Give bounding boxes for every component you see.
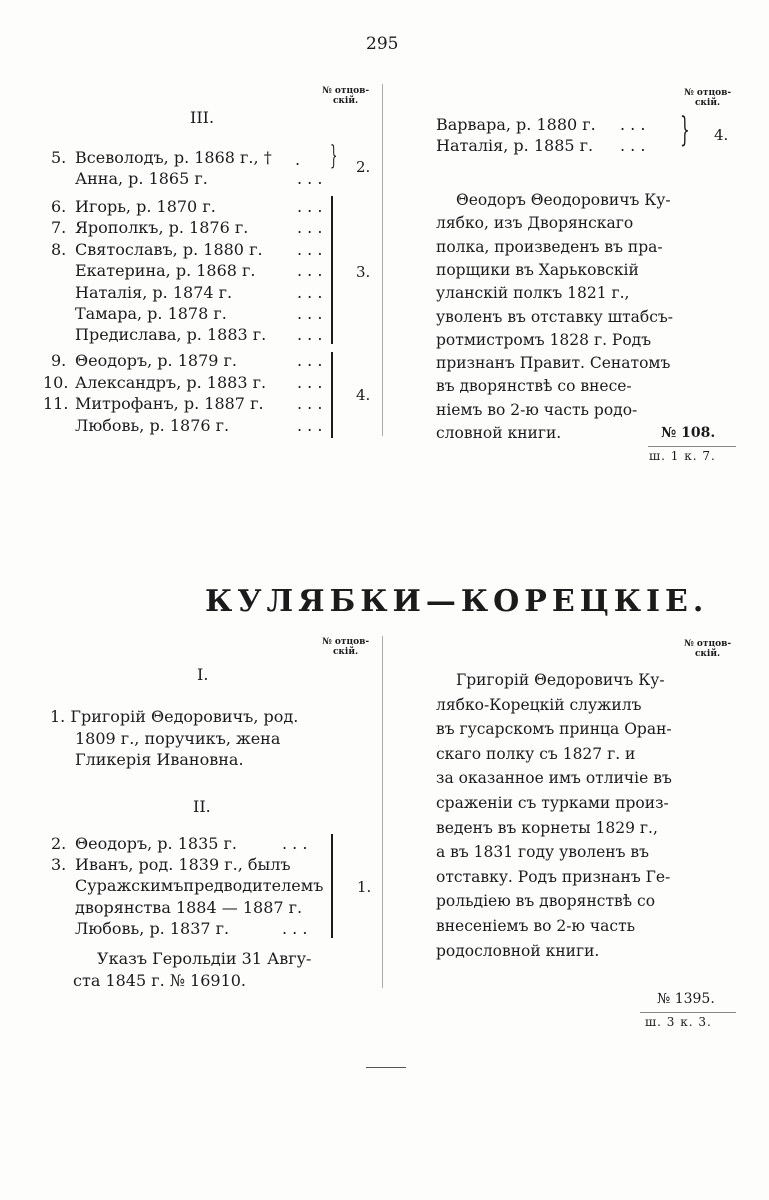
entry: Екатерина, р. 1868 г. xyxy=(75,261,256,280)
group-number: 4. xyxy=(714,126,729,144)
entry: Любовь, р. 1876 г. xyxy=(75,416,230,435)
leader-dots: . . . xyxy=(297,169,323,188)
paragraph-line: ротмистромъ 1828 г. Родъ xyxy=(436,330,652,349)
entry-number: 10. xyxy=(43,373,69,392)
bracket-line xyxy=(331,196,333,344)
paragraph-line: уволенъ въ отставку штабсъ- xyxy=(436,307,674,326)
column-header: № отцов- скій. xyxy=(322,86,370,106)
family-title: КУЛЯБКИ—КОРЕЦКІЕ. xyxy=(205,584,709,619)
brace: } xyxy=(680,110,690,150)
paragraph-line: лябко-Корецкій служилъ xyxy=(436,695,642,714)
group-number: 1. xyxy=(357,878,372,896)
paragraph-line: въ гусарскомъ принца Оран- xyxy=(436,720,672,739)
entry: Митрофанъ, р. 1887 г. xyxy=(75,394,264,413)
leader-dots: . . . xyxy=(620,136,646,155)
leader-dots: . . . xyxy=(297,351,323,370)
bracket-line xyxy=(331,834,333,938)
ref-rule xyxy=(640,1012,736,1013)
leader-dots: . . . xyxy=(297,304,323,323)
entry: Любовь, р. 1837 г. xyxy=(75,919,230,938)
brace: } xyxy=(330,141,338,171)
paragraph-line: Θеодоръ Θеодоровичъ Ку- xyxy=(456,191,671,209)
column-divider xyxy=(382,636,383,988)
paragraph-line: веденъ въ корнеты 1829 г., xyxy=(436,818,658,837)
leader-dots: . . . xyxy=(620,115,646,134)
leader-dots: . . . xyxy=(297,325,323,344)
entry: Святославъ, р. 1880 г. xyxy=(75,240,263,259)
section-heading: III. xyxy=(190,108,215,127)
shelf-reference: ш. 1 к. 7. xyxy=(649,449,716,463)
entry-number: 2. xyxy=(51,834,67,853)
paragraph-line: полка, произведенъ въ пра- xyxy=(436,237,663,256)
paragraph-line: родословной книги. xyxy=(436,941,600,960)
paragraph-line: а въ 1831 году уволенъ въ xyxy=(436,843,650,862)
entry: Игорь, р. 1870 г. xyxy=(75,197,216,216)
paragraph-line: въ дворянствѣ со внесе- xyxy=(436,377,632,396)
decree-line: Указъ Герольдіи 31 Авгу- xyxy=(97,949,312,968)
end-rule xyxy=(366,1067,406,1068)
paragraph-line: уланскій полкъ 1821 г., xyxy=(436,284,630,303)
entry: Александръ, р. 1883 г. xyxy=(75,373,267,392)
paragraph-line: скаго полку съ 1827 г. и xyxy=(436,744,636,763)
entry: Предислава, р. 1883 г. xyxy=(75,325,267,344)
leader-dots: . . . xyxy=(297,394,323,413)
entry: Варвара, р. 1880 г. xyxy=(436,115,596,134)
entry-number: 3. xyxy=(51,855,67,874)
group-number: 2. xyxy=(356,158,371,176)
page-number: 295 xyxy=(366,34,399,54)
entry: Θеодоръ, р. 1879 г. xyxy=(75,351,237,370)
shelf-reference: ш. 3 к. 3. xyxy=(645,1015,712,1029)
record-number: № 108. xyxy=(661,425,716,441)
paragraph-line: внесеніемъ во 2-ю часть xyxy=(436,917,636,935)
entry: Иванъ, род. 1839 г., былъ xyxy=(75,855,291,874)
entry: Гликерія Ивановна. xyxy=(75,750,244,769)
entry-number: 11. xyxy=(43,394,69,413)
column-header: № отцов- скій. xyxy=(684,88,732,108)
entry-number: 8. xyxy=(51,240,67,259)
entry: дворянства 1884 — 1887 г. xyxy=(75,898,303,917)
paragraph-line: Григорій Θедоровичъ Ку- xyxy=(456,671,665,689)
section-heading: I. xyxy=(197,665,209,684)
leader-dots: . . . xyxy=(297,416,323,435)
entry: Анна, р. 1865 г. xyxy=(75,169,208,188)
paragraph-line: за оказанное имъ отличіе въ xyxy=(436,769,672,788)
column-divider xyxy=(382,84,383,436)
leader-dots: . . . xyxy=(297,373,323,392)
paragraph-line: порщики въ Харьковскій xyxy=(436,260,639,279)
decree-line: ста 1845 г. № 16910. xyxy=(73,971,247,990)
entry-number: 6. xyxy=(51,197,67,216)
entry: Θеодоръ, р. 1835 г. xyxy=(75,834,237,853)
leader-dots: . . . xyxy=(282,919,308,938)
leader-dots: . . . xyxy=(297,261,323,280)
entry: 1809 г., поручикъ, жена xyxy=(75,729,281,748)
entry: 1. Григорій Θедоровичъ, род. xyxy=(50,707,299,726)
leader-dots: . . . xyxy=(282,834,308,853)
leader-dots: . . . xyxy=(297,197,323,216)
leader-dots: . . . xyxy=(297,218,323,237)
entry: Наталія, р. 1885 г. xyxy=(436,136,594,155)
entry-number: 9. xyxy=(51,351,67,370)
column-header: № отцов- скій. xyxy=(322,637,370,657)
record-number: № 1395. xyxy=(657,991,715,1007)
paragraph-line: ніемъ во 2-ю часть родо- xyxy=(436,400,638,419)
group-number: 4. xyxy=(356,386,371,404)
group-number: 3. xyxy=(356,263,371,281)
paragraph-line: сраженіи съ турками произ- xyxy=(436,794,669,812)
leader-dots: . . . xyxy=(297,283,323,302)
paragraph-line: лябко, изъ Дворянскаго xyxy=(436,214,634,233)
paragraph-line: признанъ Правит. Сенатомъ xyxy=(436,354,671,373)
entry: Суражскимъпредводителемъ xyxy=(75,876,324,895)
paragraph-line: рольдіею въ дворянствѣ со xyxy=(436,892,656,911)
entry: Тамара, р. 1878 г. xyxy=(75,304,227,323)
leader-dots: . . . xyxy=(297,240,323,259)
entry-number: 7. xyxy=(51,218,67,237)
entry-number: 5. xyxy=(51,148,67,167)
ref-rule xyxy=(648,446,736,447)
paragraph-line: отставку. Родъ признанъ Ге- xyxy=(436,867,671,886)
entry: Наталія, р. 1874 г. xyxy=(75,283,233,302)
paragraph-line: словной книги. xyxy=(436,424,562,442)
leader-dots: . xyxy=(295,150,301,169)
bracket-line xyxy=(331,352,333,438)
entry: Всеволодъ, р. 1868 г., † xyxy=(75,148,272,167)
section-heading: II. xyxy=(193,797,211,816)
entry: Ярополкъ, р. 1876 г. xyxy=(75,218,249,237)
column-header: № отцов- скій. xyxy=(684,639,732,659)
